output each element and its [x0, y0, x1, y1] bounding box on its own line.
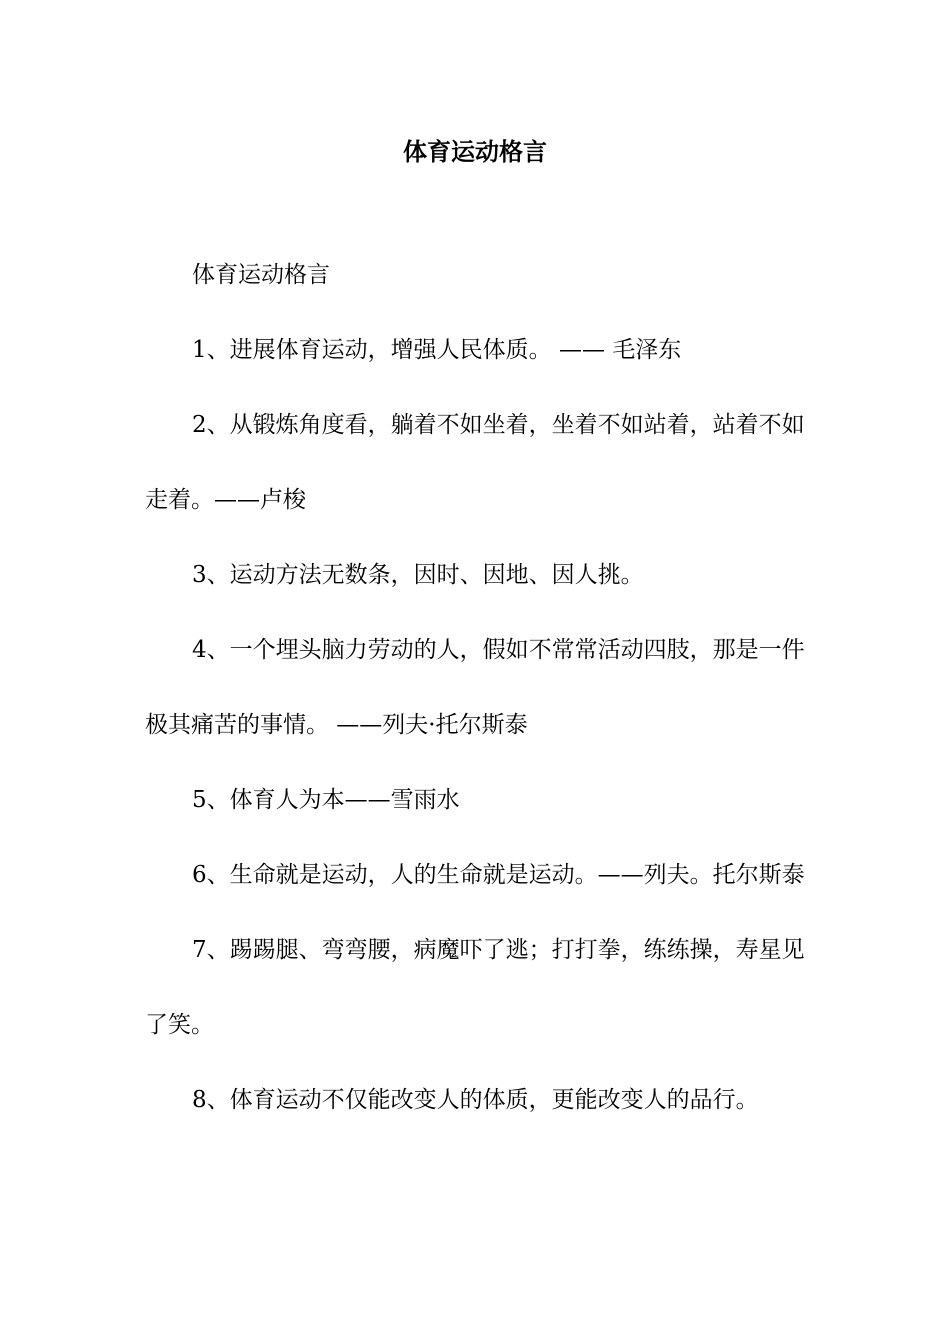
quote-item-6: 6、生命就是运动，人的生命就是运动。——列夫。托尔斯泰	[192, 862, 805, 888]
paragraph-heading: 体育运动格言	[192, 262, 330, 288]
quote-item-8: 8、体育运动不仅能改变人的体质，更能改变人的品行。	[192, 1087, 759, 1113]
document-title: 体育运动格言	[403, 138, 547, 166]
quote-item-5: 5、体育人为本——雪雨水	[192, 787, 460, 813]
quote-item-2: 2、从锻炼角度看，躺着不如坐着，坐着不如站着，站着不如走着。——卢梭	[145, 412, 805, 513]
document-body	[145, 238, 807, 1138]
quote-item-7: 7、踢踢腿、弯弯腰，病魔吓了逃；打打拳，练练操，寿星见了笑。	[145, 937, 805, 1038]
quote-item-1: 1、进展体育运动，增强人民体质。 —— 毛泽东	[192, 337, 682, 363]
quote-item-3: 3、运动方法无数条，因时、因地、因人挑。	[192, 562, 644, 588]
quote-item-4: 4、一个埋头脑力劳动的人，假如不常常活动四肢，那是一件极其痛苦的事情。 ——列夫·托尔斯泰	[145, 637, 805, 738]
